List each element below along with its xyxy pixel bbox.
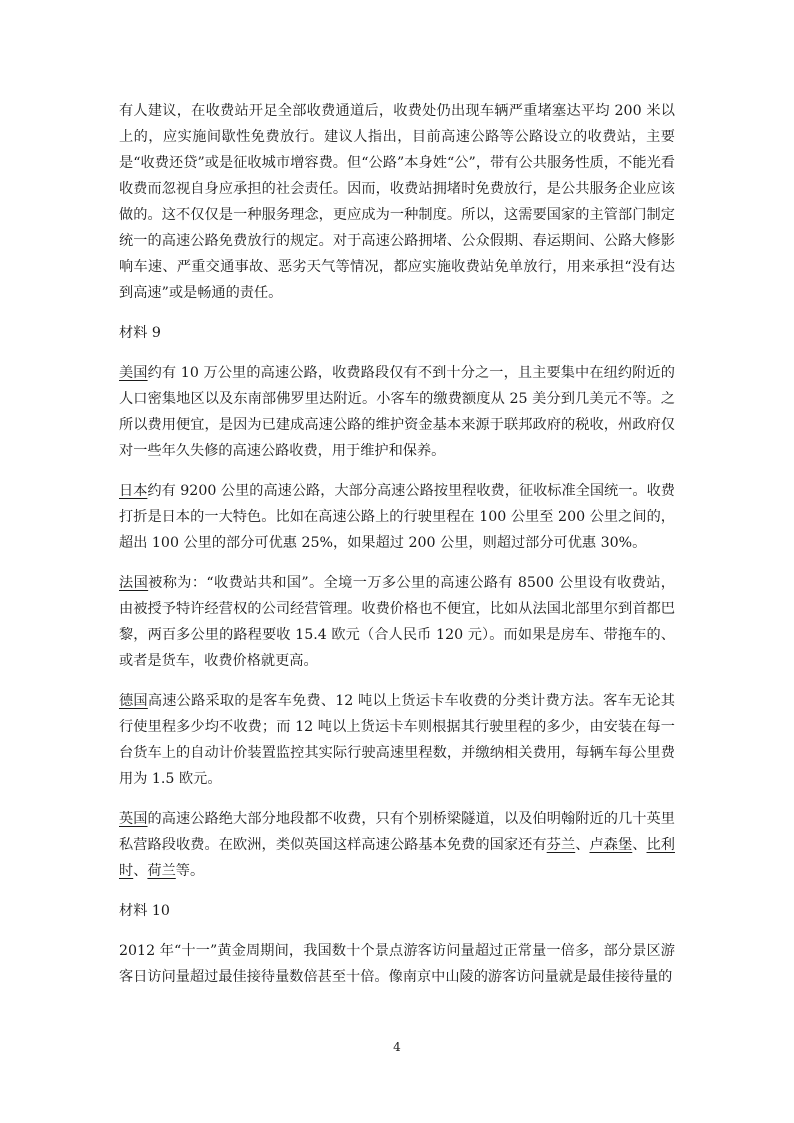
paragraph-text: 约有 10 万公里的高速公路，收费路段仅有不到十分之一，且主要集中在纽约附近的人口密集地区以及东南部佛罗里达附近。小客车的缴费额度从 25 美分到几美元不等。之所以费用便宜，是因为已建成高速公路的维护资金基本来源于联邦政府的税收，州政府仅对一些年久失修的高速公路收费，用于维护和保养。: [119, 365, 675, 459]
underlined-term[interactable]: 日本: [119, 483, 148, 499]
underlined-term[interactable]: 比利时: [119, 837, 675, 879]
body-paragraph: [119, 570, 675, 674]
underlined-term[interactable]: 芬兰: [546, 837, 576, 853]
underlined-term[interactable]: 卢森堡: [589, 837, 633, 853]
underlined-term[interactable]: 法国: [119, 575, 149, 591]
section-heading: 材料 10: [119, 903, 170, 919]
paragraph-text: 、: [575, 837, 590, 853]
paragraph-text: 有人建议，在收费站开足全部收费通道后，收费处仍出现车辆严重堵塞达平均 200 米以上的，应实施间歇性免费放行。建议人指出，目前高速公路等公路设立的收费站，主要是“收费还贷”或是征收城市增容费。但“公路”本身姓“公”，带有公共服务性质，不能光看收费而忽视自身应承担的社会责任。因而，收费站拥堵时免费放行，是公共服务企业应该做的。这不仅仅是一种服务理念，更应成为一种制度。所以，这需要国家的主管部门制定统一的高速公路免费放行的规定。对于高速公路拥堵、公众假期、春运期间、公路大修影响车速、严重交通事故、恶劣天气等情况，都应实施收费站免单放行，用来承担“没有达到高速”或是畅通的责任。: [119, 103, 675, 301]
paragraph-text: 高速公路采取的是客车免费、12 吨以上货运卡车收费的分类计费方法。客车无论其行使里程多少均不收费；而 12 吨以上货运卡车则根据其行驶里程的多少，由安装在每一台货车上的自动计价装置监控其实际行驶高速里程数，并缴纳相关费用，每辆车每公里费用为 1.5 欧元。: [119, 693, 675, 787]
paragraph-text: 等。: [175, 863, 205, 879]
body-paragraph: [119, 98, 675, 306]
paragraph-text: 约有 9200 公里的高速公路，大部分高速公路按里程收费，征收标准全国统一。收费打折是日本的一大特色。比如在高速公路上的行驶里程在 100 公里至 200 公里之间的，超出 100 公里的部分可优惠 25%，如果超过 200 公里，则超过部分可优惠 30%。: [119, 483, 675, 551]
body-paragraph: [119, 938, 675, 990]
body-paragraph: [119, 688, 675, 792]
section-heading: 材料 9: [119, 325, 161, 341]
body-paragraph: [119, 360, 675, 464]
body-paragraph: [119, 806, 675, 884]
underlined-term[interactable]: 荷兰: [147, 863, 176, 879]
paragraph-text: 、: [632, 837, 647, 853]
paragraph-text: 2012 年“十一”黄金周期间，我国数十个景点游客访问量超过正常量一倍多，部分景区游客日访问量超过最佳接待量数倍甚至十倍。像南京中山陵的游客访问量就是最佳接待量的: [119, 943, 675, 985]
page-number: 4: [393, 1040, 401, 1054]
underlined-term[interactable]: 美国: [119, 365, 148, 381]
body-paragraph: [119, 478, 675, 556]
document-body: [119, 98, 675, 1004]
underlined-term[interactable]: 英国: [119, 811, 148, 827]
paragraph-text: 、: [133, 863, 148, 879]
paragraph-text: 的高速公路绝大部分地段都不收费，只有个别桥梁隧道，以及伯明翰附近的几十英里私营路段收费。在欧洲，类似英国这样高速公路基本免费的国家还有: [119, 811, 675, 853]
paragraph-text: 被称为：“收费站共和国”。全境一万多公里的高速公路有 8500 公里设有收费站，由被授予特许经营权的公司经营管理。收费价格也不便宜，比如从法国北部里尔到首都巴黎，两百多公里的路程要收 15.4 欧元（合人民币 120 元）。而如果是房车、带拖车的、或者是货车，收费价格就更高。: [119, 575, 675, 669]
underlined-term[interactable]: 德国: [119, 693, 148, 709]
